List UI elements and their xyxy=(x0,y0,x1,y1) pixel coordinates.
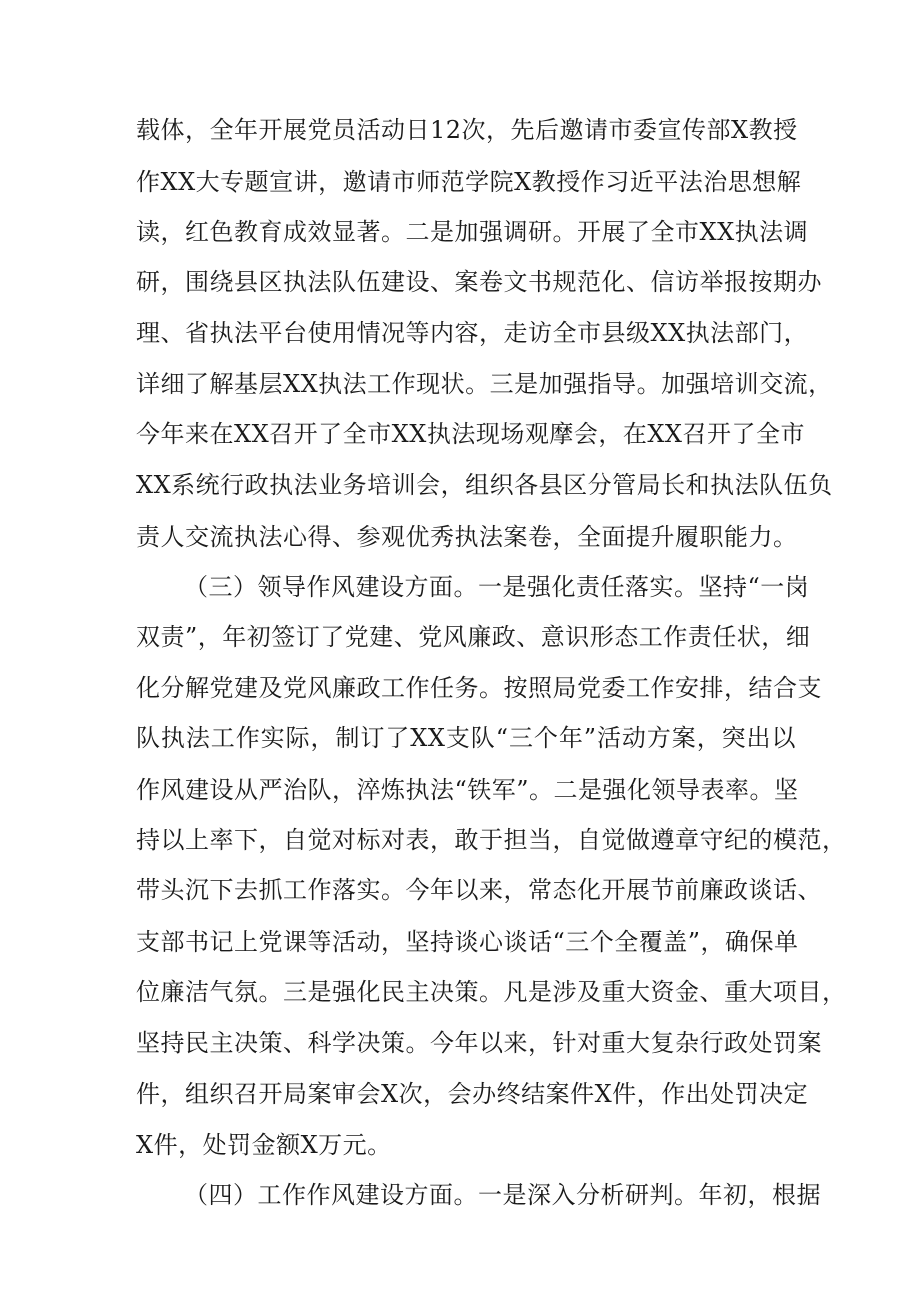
section-heading-line: （四）工作作风建设方面。一是深入分析研判。年初，根据 xyxy=(184,1181,821,1209)
section-heading-line: （三）领导作风建设方面。一是强化责任落实。坚持“一岗 xyxy=(184,573,810,601)
text-line: XX系统行政执法业务培训会，组织各县区分管局长和执法队伍负 xyxy=(136,471,833,499)
text-line: 持以上率下，自觉对标对表，敢于担当，自觉做遵章守纪的模范， xyxy=(136,826,847,854)
text-line: 位廉洁气氛。三是强化民主决策。凡是涉及重大资金、重大项目， xyxy=(136,978,847,1006)
text-line: 双责”，年初签订了党建、党风廉政、意识形态工作责任状，细 xyxy=(136,623,811,651)
text-line: 支部书记上党课等活动，坚持谈心谈话“三个全覆盖”，确保单 xyxy=(136,928,799,956)
text-line: 作XX大专题宣讲，邀请市师范学院X教授作习近平法治思想解 xyxy=(136,168,802,196)
text-line: 详细了解基层XX执法工作现状。三是加强指导。加强培训交流， xyxy=(136,370,833,398)
text-line: 理、省执法平台使用情况等内容，走访全市县级XX执法部门， xyxy=(136,319,809,347)
text-line: 责人交流执法心得、参观优秀执法案卷，全面提升履职能力。 xyxy=(136,523,798,551)
text-line: 今年来在XX召开了全市XX执法现场观摩会，在XX召开了全市 xyxy=(136,420,806,448)
text-line: 件，组织召开局案审会X次，会办终结案件X件，作出处罚决定 xyxy=(136,1080,809,1108)
text-line: 读，红色教育成效显著。二是加强调研。开展了全市XX执法调 xyxy=(136,218,809,246)
text-line: 队执法工作实际，制订了XX支队“三个年”活动方案，突出以 xyxy=(136,724,796,752)
text-line: 化分解党建及党风廉政工作任务。按照局党委工作安排，结合支 xyxy=(136,674,822,702)
text-line: 坚持民主决策、科学决策。今年以来，针对重大复杂行政处罚案 xyxy=(136,1029,822,1057)
text-line: 载体，全年开展党员活动日12次，先后邀请市委宣传部X教授 xyxy=(136,116,798,144)
text-line: 作风建设从严治队，淬炼执法“铁军”。二是强化领导表率。坚 xyxy=(136,776,799,804)
text-line: 研，围绕县区执法队伍建设、案卷文书规范化、信访举报按期办 xyxy=(136,268,822,296)
text-line: X件，处罚金额X万元。 xyxy=(136,1131,392,1159)
text-line: 带头沉下去抓工作落实。今年以来，常态化开展节前廉政谈话、 xyxy=(136,876,822,904)
